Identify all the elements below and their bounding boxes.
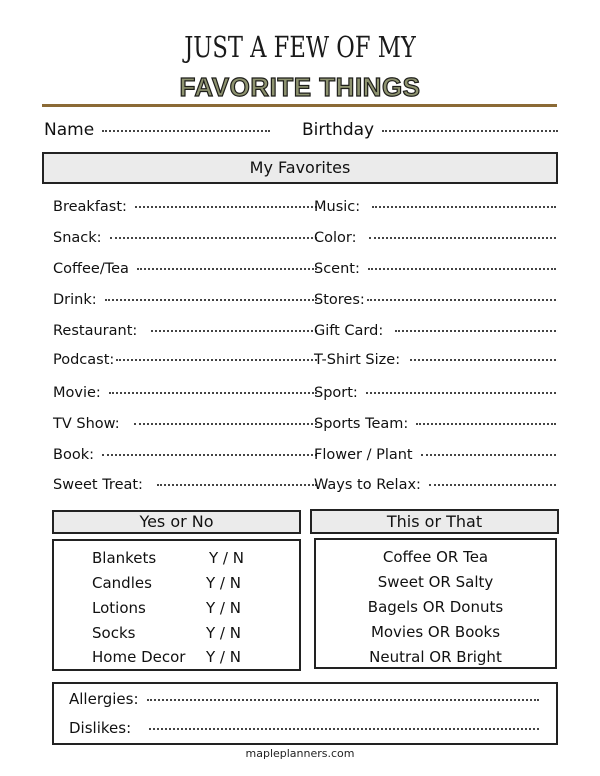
yes-no-choice[interactable]: Y / N bbox=[206, 574, 241, 592]
item-label: Lotions bbox=[92, 599, 146, 617]
favorite-field-music[interactable] bbox=[314, 199, 556, 215]
yes-no-choice[interactable]: Y / N bbox=[206, 648, 241, 666]
field-line[interactable] bbox=[369, 237, 557, 239]
favorite-field-book[interactable] bbox=[53, 447, 317, 463]
yes-or-no-box bbox=[52, 539, 301, 671]
dislikes-label: Dislikes: bbox=[69, 719, 132, 737]
field-label: Drink: bbox=[53, 292, 97, 308]
item-label: Blankets bbox=[92, 549, 157, 567]
field-label: Book: bbox=[53, 447, 94, 463]
item-label: Home Decor bbox=[92, 648, 186, 666]
favorite-field-ways-to-relax[interactable] bbox=[314, 477, 556, 493]
field-label: Sport: bbox=[314, 385, 358, 401]
field-line[interactable] bbox=[105, 299, 317, 301]
field-line[interactable] bbox=[395, 330, 556, 332]
yes-no-choice[interactable]: Y / N bbox=[206, 599, 241, 617]
favorite-field-drink[interactable] bbox=[53, 292, 317, 308]
field-label: TV Show: bbox=[53, 416, 120, 432]
field-line[interactable] bbox=[157, 484, 317, 486]
field-label: Ways to Relax: bbox=[314, 477, 421, 493]
name-line[interactable] bbox=[102, 130, 270, 132]
this-or-that-item[interactable]: Movies OR Books bbox=[370, 623, 501, 641]
favorite-field-flower-plant[interactable] bbox=[314, 447, 556, 463]
field-line[interactable] bbox=[137, 268, 317, 270]
page-title-line2: FAVORITE THINGS bbox=[179, 72, 421, 102]
title-divider bbox=[42, 104, 557, 107]
my-favorites-header bbox=[42, 152, 558, 184]
notes-box bbox=[52, 682, 558, 745]
favorite-field-t-shirt-size[interactable] bbox=[314, 352, 556, 368]
field-line[interactable] bbox=[110, 237, 317, 239]
field-line[interactable] bbox=[151, 330, 317, 332]
field-line[interactable] bbox=[429, 484, 556, 486]
item-label: Candles bbox=[92, 574, 152, 592]
item-label: Socks bbox=[92, 624, 136, 642]
dislikes-line[interactable] bbox=[149, 728, 539, 730]
field-line[interactable] bbox=[410, 359, 556, 361]
favorite-field-sport[interactable] bbox=[314, 385, 556, 401]
field-label: Music: bbox=[314, 199, 361, 215]
this-or-that-header bbox=[310, 509, 559, 534]
field-label: Coffee/Tea bbox=[53, 261, 129, 277]
field-line[interactable] bbox=[416, 423, 556, 425]
field-line[interactable] bbox=[368, 268, 556, 270]
favorite-field-breakfast[interactable] bbox=[53, 199, 317, 215]
favorite-field-color[interactable] bbox=[314, 230, 556, 246]
footer-site: mapleplanners.com bbox=[245, 747, 355, 760]
field-label: Color: bbox=[314, 230, 357, 246]
my-favorites-heading: My Favorites bbox=[249, 158, 351, 177]
this-or-that-item[interactable]: Sweet OR Salty bbox=[377, 573, 494, 591]
birthday-line[interactable] bbox=[382, 130, 558, 132]
field-line[interactable] bbox=[102, 454, 317, 456]
field-label: Sweet Treat: bbox=[53, 477, 143, 493]
field-label: Scent: bbox=[314, 261, 360, 277]
name-label: Name bbox=[44, 120, 95, 140]
field-line[interactable] bbox=[372, 206, 556, 208]
yes-or-no-heading: Yes or No bbox=[139, 512, 214, 531]
field-label: Podcast: bbox=[53, 352, 115, 368]
favorite-field-stores[interactable] bbox=[314, 292, 556, 308]
field-label: Sports Team: bbox=[314, 416, 409, 432]
field-line[interactable] bbox=[134, 423, 317, 425]
this-or-that-item[interactable]: Neutral OR Bright bbox=[369, 648, 502, 666]
field-line[interactable] bbox=[135, 206, 317, 208]
favorite-field-coffee-tea[interactable] bbox=[53, 261, 317, 277]
yes-no-choice[interactable]: Y / N bbox=[206, 624, 241, 642]
yes-or-no-header bbox=[52, 510, 301, 534]
field-label: Movie: bbox=[53, 385, 101, 401]
field-line[interactable] bbox=[109, 392, 317, 394]
dislikes-field[interactable] bbox=[69, 719, 539, 737]
allergies-line[interactable] bbox=[147, 699, 539, 701]
field-label: Flower / Plant bbox=[314, 447, 413, 463]
favorite-field-podcast[interactable] bbox=[53, 352, 317, 368]
birthday-field[interactable] bbox=[302, 120, 558, 140]
top-fields bbox=[44, 120, 558, 146]
favorite-field-snack[interactable] bbox=[53, 230, 317, 246]
field-label: Restaurant: bbox=[53, 323, 138, 339]
this-or-that-item[interactable]: Coffee OR Tea bbox=[382, 548, 489, 566]
favorite-field-movie[interactable] bbox=[53, 385, 317, 401]
allergies-label: Allergies: bbox=[69, 690, 139, 708]
field-label: Breakfast: bbox=[53, 199, 127, 215]
allergies-field[interactable] bbox=[69, 690, 539, 708]
field-line[interactable] bbox=[421, 454, 556, 456]
field-line[interactable] bbox=[366, 392, 556, 394]
field-label: Stores: bbox=[314, 292, 365, 308]
favorite-field-sweet-treat[interactable] bbox=[53, 477, 317, 493]
favorite-field-sports-team[interactable] bbox=[314, 416, 556, 432]
field-line[interactable] bbox=[116, 359, 317, 361]
birthday-label: Birthday bbox=[302, 120, 375, 140]
this-or-that-item[interactable]: Bagels OR Donuts bbox=[367, 598, 504, 616]
this-or-that-heading: This or That bbox=[386, 512, 483, 531]
field-label: Snack: bbox=[53, 230, 102, 246]
this-or-that-box bbox=[314, 538, 557, 669]
favorite-field-gift-card[interactable] bbox=[314, 323, 556, 339]
field-label: Gift Card: bbox=[314, 323, 384, 339]
yes-no-choice[interactable]: Y / N bbox=[209, 549, 244, 567]
field-line[interactable] bbox=[367, 299, 556, 301]
favorite-field-restaurant[interactable] bbox=[53, 323, 317, 339]
page-title-line1: JUST A FEW OF MY bbox=[184, 30, 416, 64]
favorite-field-tv-show[interactable] bbox=[53, 416, 317, 432]
favorite-field-scent[interactable] bbox=[314, 261, 556, 277]
field-label: T-Shirt Size: bbox=[314, 352, 401, 368]
name-field[interactable] bbox=[44, 120, 270, 140]
